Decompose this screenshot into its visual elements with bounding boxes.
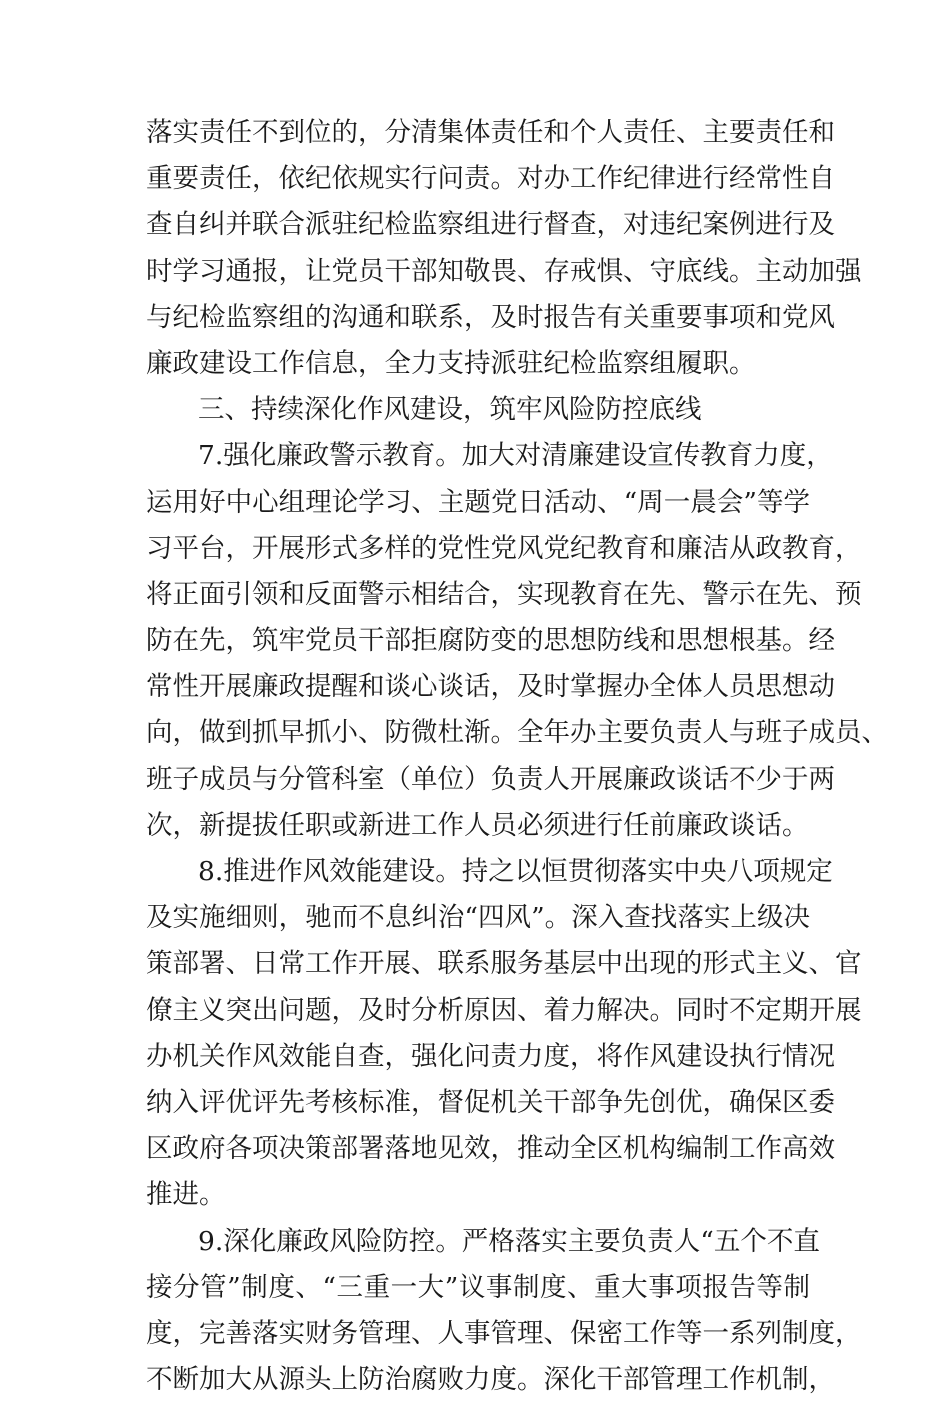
text-line: 三、持续深化作风建设，筑牢风险防控底线 <box>198 394 702 426</box>
text-line: 不断加大从源头上防治腐败力度。深化干部管理工作机制， <box>146 1364 835 1396</box>
text-line: 8.推进作风效能建设。持之以恒贯彻落实中央八项规定 <box>198 856 833 887</box>
text-line: 僚主义突出问题，及时分析原因、着力解决。同时不定期开展 <box>146 994 862 1026</box>
text-line: 查自纠并联合派驻纪检监察组进行督查，对违纪案例进行及 <box>146 209 835 241</box>
text-line: 与纪检监察组的沟通和联系，及时报告有关重要事项和党风 <box>146 301 835 333</box>
text-line: 9.深化廉政风险防控。严格落实主要负责人“五个不直 <box>198 1225 820 1257</box>
text-line: 度，完善落实财务管理、人事管理、保密工作等一系列制度， <box>146 1317 862 1349</box>
document-body <box>146 110 888 1403</box>
text-line: 推进。 <box>146 1179 226 1211</box>
text-line: 次，新提拔任职或新进工作人员必须进行任前廉政谈话。 <box>146 809 809 841</box>
text-line: 区政府各项决策部署落地见效，推动全区机构编制工作高效 <box>146 1133 835 1165</box>
text-line: 7.强化廉政警示教育。加大对清廉建设宣传教育力度， <box>198 440 833 472</box>
text-line: 向，做到抓早抓小、防微杜渐。全年办主要负责人与班子成员、 <box>146 717 888 749</box>
text-line: 策部署、日常工作开展、联系服务基层中出现的形式主义、官 <box>146 948 862 980</box>
text-line: 落实责任不到位的，分清集体责任和个人责任、主要责任和 <box>146 117 835 148</box>
text-line: 时学习通报，让党员干部知敬畏、存戒惧、守底线。主动加强 <box>146 255 862 287</box>
text-line: 接分管”制度、“三重一大”议事制度、重大事项报告等制 <box>146 1271 810 1303</box>
text-line: 纳入评优评先考核标准，督促机关干部争先创优，确保区委 <box>146 1086 835 1118</box>
text-line: 常性开展廉政提醒和谈心谈话，及时掌握办全体人员思想动 <box>146 671 835 703</box>
text-line: 办机关作风效能自查，强化问责力度，将作风建设执行情况 <box>146 1040 835 1072</box>
text-line: 班子成员与分管科室（单位）负责人开展廉政谈话不少于两 <box>146 763 835 795</box>
text-line: 防在先，筑牢党员干部拒腐防变的思想防线和思想根基。经 <box>146 625 835 657</box>
text-line: 将正面引领和反面警示相结合，实现教育在先、警示在先、预 <box>146 578 862 610</box>
text-line: 廉政建设工作信息，全力支持派驻纪检监察组履职。 <box>146 347 756 379</box>
text-line: 及实施细则，驰而不息纠治“四风”。深入查找落实上级决 <box>146 902 810 934</box>
text-line: 运用好中心组理论学习、主题党日活动、“周一晨会”等学 <box>146 486 810 518</box>
text-line: 重要责任，依纪依规实行问责。对办工作纪律进行经常性自 <box>146 163 835 195</box>
text-line: 习平台，开展形式多样的党性党风党纪教育和廉洁从政教育， <box>146 532 862 564</box>
